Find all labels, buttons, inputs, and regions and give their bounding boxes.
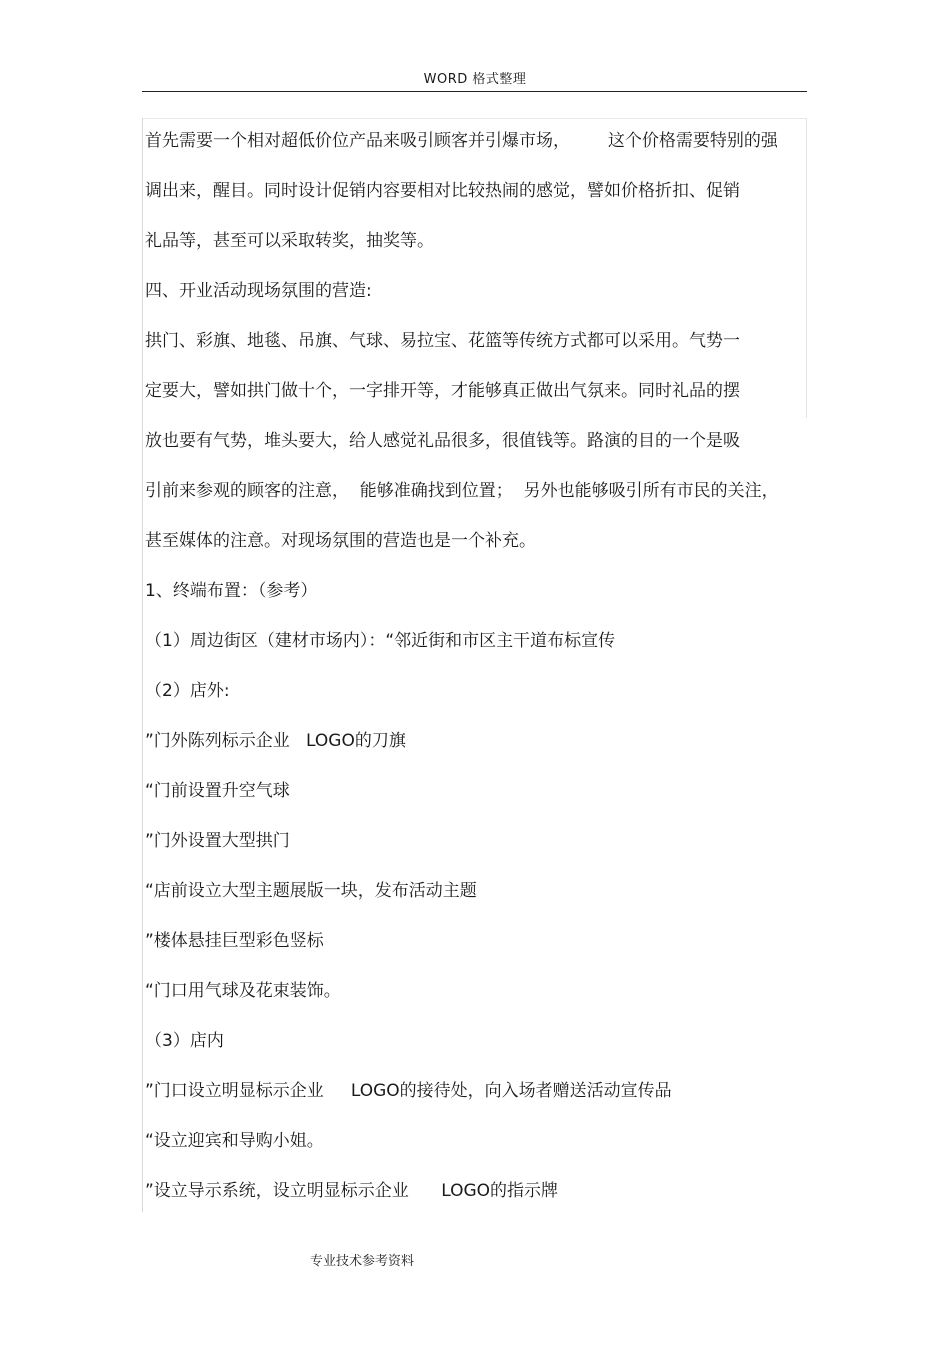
list-item: ”楼体悬挂巨型彩色竖标 bbox=[145, 931, 324, 951]
body-line-2: 调出来，醒目。同时设计促销内容要相对比较热闹的感觉，譬如价格折扣、促销 bbox=[145, 181, 740, 201]
content-frame-left bbox=[142, 118, 143, 1212]
list-item: ”门外设置大型拱门 bbox=[145, 831, 290, 851]
header-divider bbox=[142, 91, 807, 92]
body-line-8: 引前来参观的顾客的注意， 能够准确找到位置； 另外也能够吸引所有市民的关注， bbox=[145, 481, 779, 501]
content-frame-right bbox=[806, 118, 807, 418]
body-line-9: 甚至媒体的注意。对现场氛围的营造也是一个补充。 bbox=[145, 531, 536, 551]
section-heading: 四、开业活动现场氛围的营造: bbox=[145, 281, 372, 301]
list-item: （2）店外: bbox=[145, 681, 230, 701]
list-item: “门口用气球及花束装饰。 bbox=[145, 981, 341, 1001]
content-frame-top bbox=[142, 118, 806, 119]
body-line-3: 礼品等，甚至可以采取转奖，抽奖等。 bbox=[145, 231, 434, 251]
list-item: ”设立导示系统，设立明显标示企业 LOGO的指示牌 bbox=[145, 1181, 559, 1201]
list-item: ”门口设立明显标示企业 LOGO的接待处，向入场者赠送活动宣传品 bbox=[145, 1081, 672, 1101]
list-item: （3）店内 bbox=[145, 1031, 224, 1051]
body-line-5: 拱门、彩旗、地毯、吊旗、气球、易拉宝、花篮等传统方式都可以采用。气势一 bbox=[145, 331, 740, 351]
page-header-title: WORD 格式整理 bbox=[423, 72, 527, 87]
list-item: “店前设立大型主题展版一块，发布活动主题 bbox=[145, 881, 477, 901]
body-line-6: 定要大，譬如拱门做十个，一字排开等，才能够真正做出气氛来。同时礼品的摆 bbox=[145, 381, 740, 401]
list-item: ”门外陈列标示企业 LOGO的刀旗 bbox=[145, 731, 406, 751]
subsection-heading: 1、终端布置：（参考） bbox=[145, 581, 318, 601]
body-line-1: 首先需要一个相对超低价位产品来吸引顾客并引爆市场， 这个价格需要特别的强 bbox=[145, 131, 778, 151]
list-item: “门前设置升空气球 bbox=[145, 781, 290, 801]
body-line-7: 放也要有气势，堆头要大，给人感觉礼品很多，很值钱等。路演的目的一个是吸 bbox=[145, 431, 740, 451]
list-item: （1）周边街区（建材市场内）：“邻近街和市区主干道布标宣传 bbox=[145, 631, 616, 651]
list-item: “设立迎宾和导购小姐。 bbox=[145, 1131, 324, 1151]
page-footer-text: 专业技术参考资料 bbox=[310, 1254, 415, 1269]
